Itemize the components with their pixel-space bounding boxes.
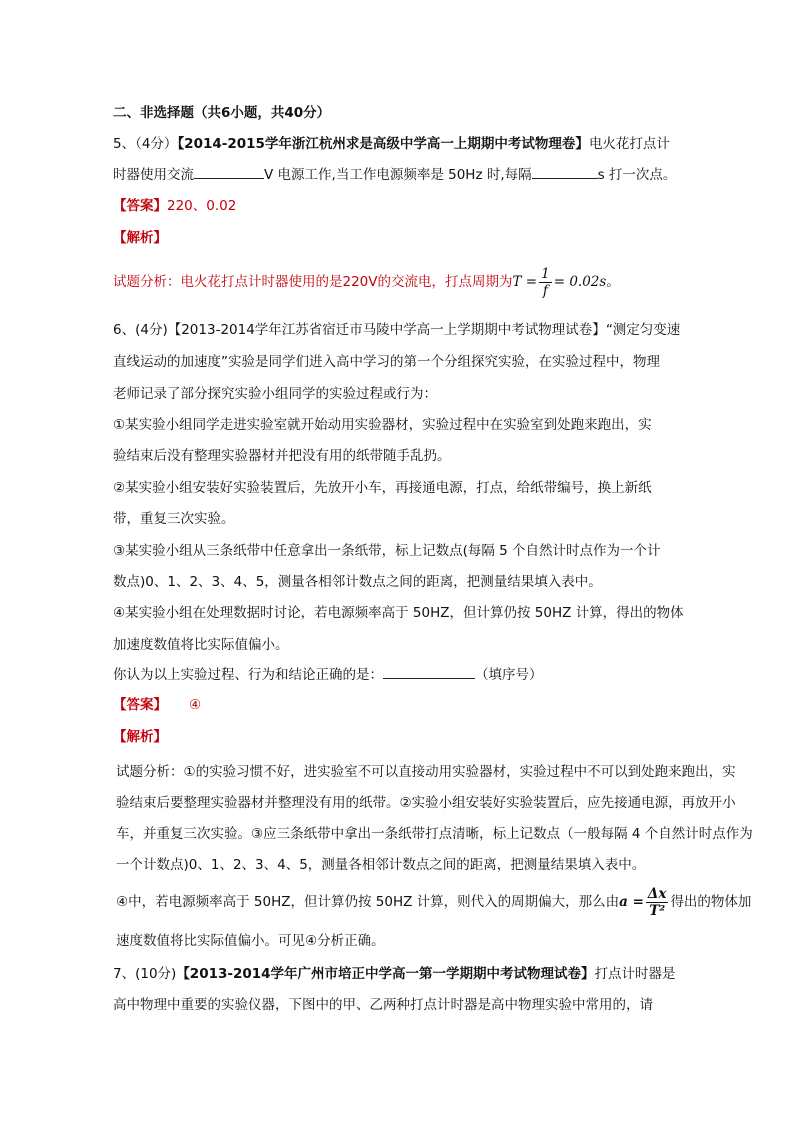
- q6-text-4: 验结束后没有整理实验器材并把没有用的纸带随手乱扔。: [113, 448, 451, 464]
- q6-solution-2: 验结束后要整理实验器材并整理没有用的纸带。②实验小组安装好实验装置后，应先接通电源，再放开小: [116, 795, 736, 811]
- q5-line-2: [113, 164, 676, 185]
- q5-source: 【2014-2015学年浙江杭州求是高级中学高一上期期中考试物理卷】: [177, 136, 589, 152]
- q6-answer-label: 【答案】: [113, 697, 167, 713]
- q5-text-1: 电火花打点计: [588, 136, 670, 152]
- q6-text-10: 加速度数值将比实际值偏小。: [113, 637, 289, 653]
- q5-formula-den: f: [542, 282, 548, 299]
- q5-formula-rhs: = 0.02s: [553, 274, 607, 290]
- q5-number: 5、（4分）: [113, 136, 178, 152]
- q6-text-7: ③某实验小组从三条纸带中任意拿出一条纸带，标上记数点(每隔 5 个自然计时点作为一个计: [113, 543, 661, 559]
- q6-formula-lhs: a =: [619, 894, 644, 910]
- q5-text-2b: V 电源工作,当工作电源频率是 50Hz 时,每隔: [264, 167, 532, 183]
- q7-text-2: 高中物理中重要的实验仪器，下图中的甲、乙两种打点计时器是高中物理实验中常用的，请: [113, 997, 653, 1013]
- q6-text-2: 老师记录了部分探究实验小组同学的实验过程或行为：: [113, 386, 437, 402]
- q6-line-1: [113, 320, 680, 340]
- q5-blank-2[interactable]: [532, 164, 598, 179]
- q7-line-1: [113, 964, 676, 984]
- q7-text-1: 打点计时器是: [594, 966, 676, 982]
- q6-text-3: ①某实验小组同学走进实验室就开始动用实验器材，实验过程中在实验室到处跑来跑出，实: [113, 417, 652, 433]
- q5-blank-1[interactable]: [194, 164, 264, 179]
- q6-solution-1: 试题分析：①的实验习惯不好，进实验室不可以直接动用实验器材，实验过程中不可以到处跑来跑出，实: [116, 764, 736, 780]
- q5-answer-label: 【答案】: [113, 198, 167, 214]
- q6-text-8: 数点)0、1、2、3、4、5，测量各相邻计数点之间的距离，把测量结果填入表中。: [113, 574, 602, 590]
- q6-answer-blank[interactable]: [383, 664, 475, 679]
- q5-answer-value: 220、0.02: [167, 198, 237, 214]
- q6-solution-5: [116, 884, 751, 920]
- q7-number: 7、(10分): [113, 966, 177, 982]
- q6-question-end: （填序号）: [475, 667, 543, 683]
- q6-solution-5b: 得出的物体加: [670, 894, 752, 910]
- q5-text-2c: s 打一次点。: [597, 167, 677, 183]
- q5-solution-end: 。: [606, 274, 620, 290]
- q6-analysis-label: 【解析】: [113, 729, 167, 745]
- q6-text-9: ④某实验小组在处理数据时讨论，若电源频率高于 50HZ，但计算仍按 50HZ 计算，得出的物体: [113, 605, 684, 621]
- q5-solution: [113, 264, 620, 300]
- q5-formula-num: 1: [541, 265, 550, 282]
- q6-formula-num: Δx: [647, 885, 667, 902]
- section-title: 二、非选择题（共6小题，共40分）: [113, 105, 331, 121]
- q6-answer-value: ④: [189, 697, 202, 713]
- q6-solution-5a: ④中，若电源频率高于 50HZ，但计算仍按 50HZ 计算，则代入的周期偏大，那么由: [116, 894, 620, 910]
- q5-text-2a: 时器使用交流: [113, 167, 194, 183]
- q6-answer: [113, 695, 201, 715]
- q6-question-text: 你认为以上实验过程、行为和结论正确的是：: [113, 667, 383, 683]
- q5-formula-fraction: [539, 266, 552, 299]
- q7-source: 【2013-2014学年广州市培正中学高一第一学期期中考试物理试卷】: [176, 966, 595, 982]
- q6-text-6: 带，重复三次实验。: [113, 511, 235, 527]
- q5-analysis-label: 【解析】: [113, 230, 167, 246]
- q6-text-5: ②某实验小组安装好实验装置后，先放开小车，再接通电源，打点，给纸带编号，换上新纸: [113, 480, 652, 496]
- q5-formula-lhs: T =: [512, 274, 538, 290]
- q6-question: [113, 664, 543, 685]
- q6-source: 【2013-2014学年江苏省宿迁市马陵中学高一上学期期中考试物理试卷】: [167, 322, 606, 338]
- q6-text-1: 直线运动的加速度”实验是同学们进入高中学习的第一个分组探究实验，在实验过程中，物理: [113, 354, 660, 370]
- q5-solution-text: 试题分析：电火花打点计时器使用的是220V的交流电，打点周期为: [113, 274, 513, 290]
- q6-number: 6、(4分): [113, 322, 168, 338]
- q6-text-0: “测定匀变速: [605, 322, 681, 338]
- q6-solution-3: 车，并重复三次实验。③应三条纸带中拿出一条纸带打点清晰，标上记数点（一般每隔 4 个自然计时点作为: [116, 826, 753, 842]
- q6-formula-fraction: [646, 886, 669, 919]
- q6-solution-4: 一个计数点)0、1、2、3、4、5，测量各相邻计数点之间的距离，把测量结果填入表中。: [116, 857, 646, 873]
- q6-formula-den: T²: [649, 902, 666, 919]
- q6-solution-6: 速度数值将比实际值偏小。可见④分析正确。: [116, 933, 385, 949]
- q5-answer: [113, 196, 236, 216]
- q5-line-1: [113, 134, 670, 154]
